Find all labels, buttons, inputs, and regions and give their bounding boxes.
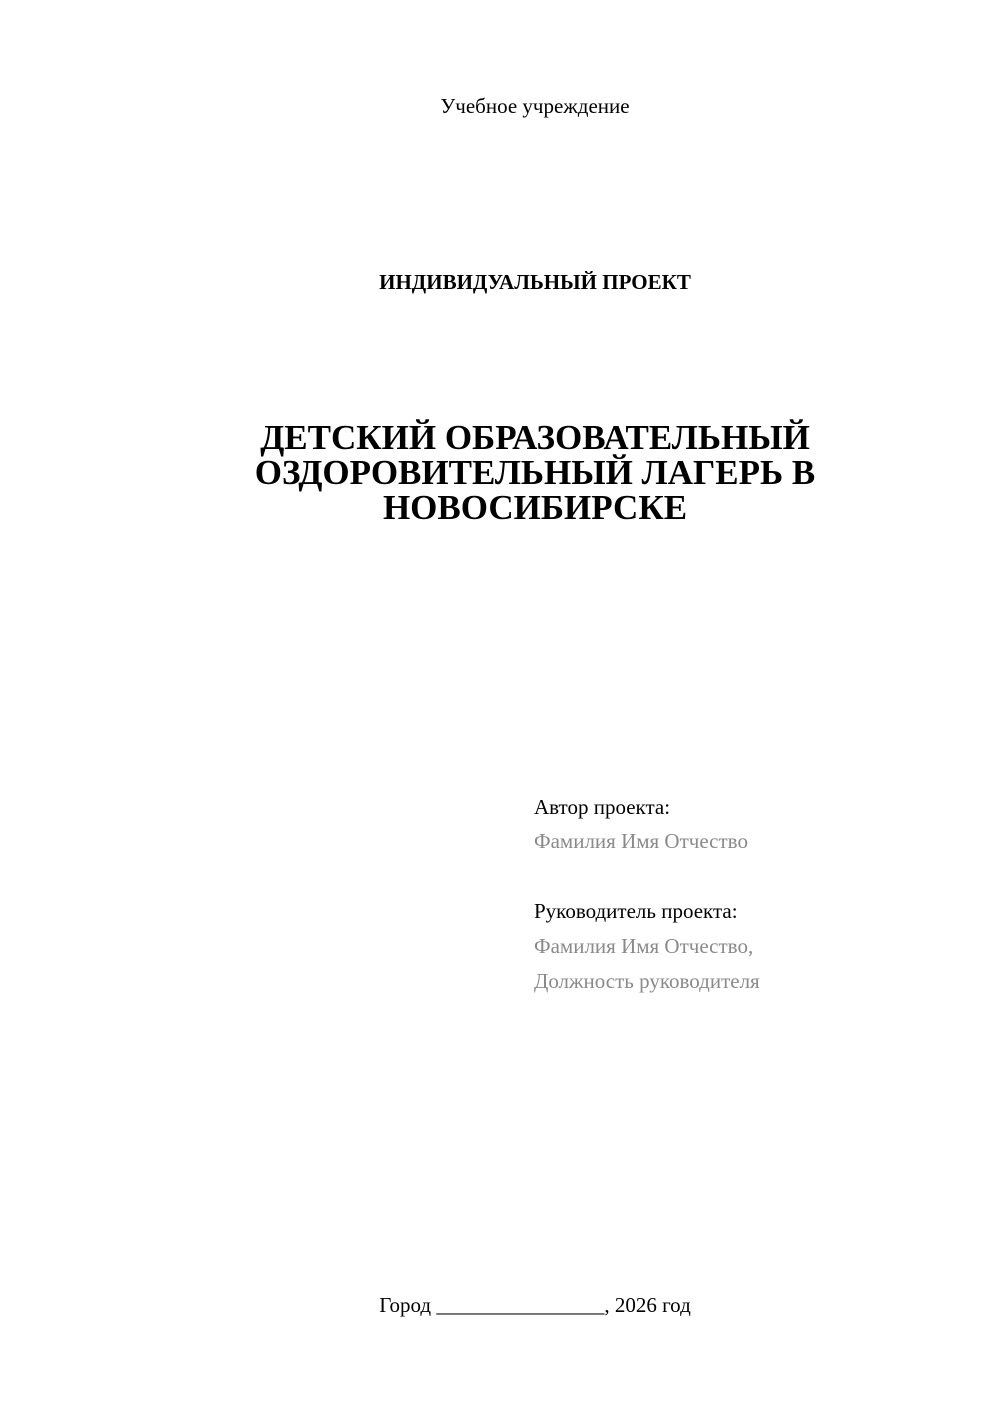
- project-type-heading: ИНДИВИДУАЛЬНЫЙ ПРОЕКТ: [379, 270, 691, 294]
- supervisor-block: [534, 894, 974, 999]
- supervisor-position-placeholder: Должность руководителя: [534, 969, 760, 993]
- institution-name: Учебное учреждение: [440, 94, 630, 118]
- project-title-line-2: ОЗДОРОВИТЕЛЬНЫЙ ЛАГЕРЬ В: [254, 453, 816, 492]
- supervisor-label: Руководитель проекта:: [534, 899, 738, 923]
- city-year-footer: Город ________________, 2026 год: [379, 1293, 691, 1317]
- author-name-placeholder: Фамилия Имя Отчество: [534, 829, 748, 853]
- project-title: [185, 420, 885, 525]
- author-block: [534, 790, 974, 858]
- supervisor-name-placeholder: Фамилия Имя Отчество,: [534, 934, 754, 958]
- author-label: Автор проекта:: [534, 795, 671, 819]
- project-title-line-3: НОВОСИБИРСКЕ: [382, 488, 688, 527]
- project-title-line-1: ДЕТСКИЙ ОБРАЗОВАТЕЛЬНЫЙ: [260, 418, 810, 457]
